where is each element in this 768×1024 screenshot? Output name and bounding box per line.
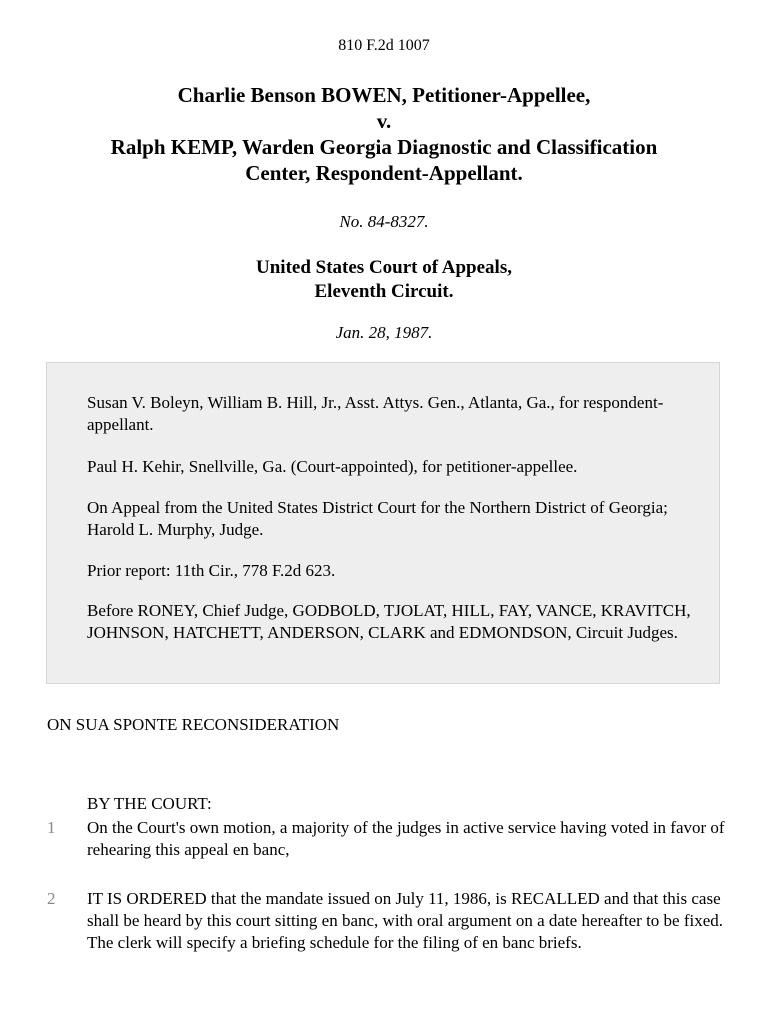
- party-petitioner: Charlie Benson BOWEN, Petitioner-Appellee,: [177, 83, 591, 107]
- counsel-petitioner: Paul H. Kehir, Snellville, Ga. (Court-appointed), for petitioner-appellee.: [87, 457, 578, 476]
- prior-report: Prior report: 11th Cir., 778 F.2d 623.: [87, 561, 336, 580]
- panel-judges: Before RONEY, Chief Judge, GODBOLD, TJOLAT, HILL, FAY, VANCE, KRAVITCH, JOHNSON, HATCHETT, ANDERSON, CLARK and EDMONDSON, Circuit Judges.: [87, 601, 691, 642]
- versus-label: v.: [376, 109, 392, 133]
- case-info-box: [46, 362, 720, 684]
- paragraph-number: 2: [47, 889, 56, 908]
- counsel-respondent: Susan V. Boleyn, William B. Hill, Jr., Asst. Attys. Gen., Atlanta, Ga., for respondent-appellant.: [87, 393, 664, 434]
- case-citation: 810 F.2d 1007: [338, 37, 430, 54]
- party-respondent-line-1: Ralph KEMP, Warden Georgia Diagnostic and Classification: [110, 135, 658, 159]
- decision-date: Jan. 28, 1987.: [335, 323, 433, 342]
- docket-number: No. 84-8327.: [339, 212, 429, 231]
- court-name-line-2: Eleventh Circuit.: [314, 281, 454, 302]
- disposition-heading: ON SUA SPONTE RECONSIDERATION: [47, 715, 340, 734]
- party-respondent-line-2: Center, Respondent-Appellant.: [245, 161, 523, 185]
- appeal-from: On Appeal from the United States District Court for the Northern District of Georgia; Harold L. Murphy, Judge.: [87, 498, 668, 539]
- court-name: [0, 256, 768, 304]
- paragraph-text: IT IS ORDERED that the mandate issued on July 11, 1986, is RECALLED and that this case shall be heard by this court sitting en banc, with oral argument on a date hereafter to be fixed. The clerk will specify a briefing schedule for the filing of en banc briefs.: [87, 889, 724, 952]
- by-the-court: BY THE COURT:: [87, 794, 212, 813]
- paragraph-number: 1: [47, 818, 56, 837]
- paragraph-text: On the Court's own motion, a majority of the judges in active service having voted in favor of rehearing this appeal en banc,: [87, 818, 725, 859]
- case-parties: [30, 82, 738, 186]
- court-name-line-1: United States Court of Appeals,: [256, 257, 512, 278]
